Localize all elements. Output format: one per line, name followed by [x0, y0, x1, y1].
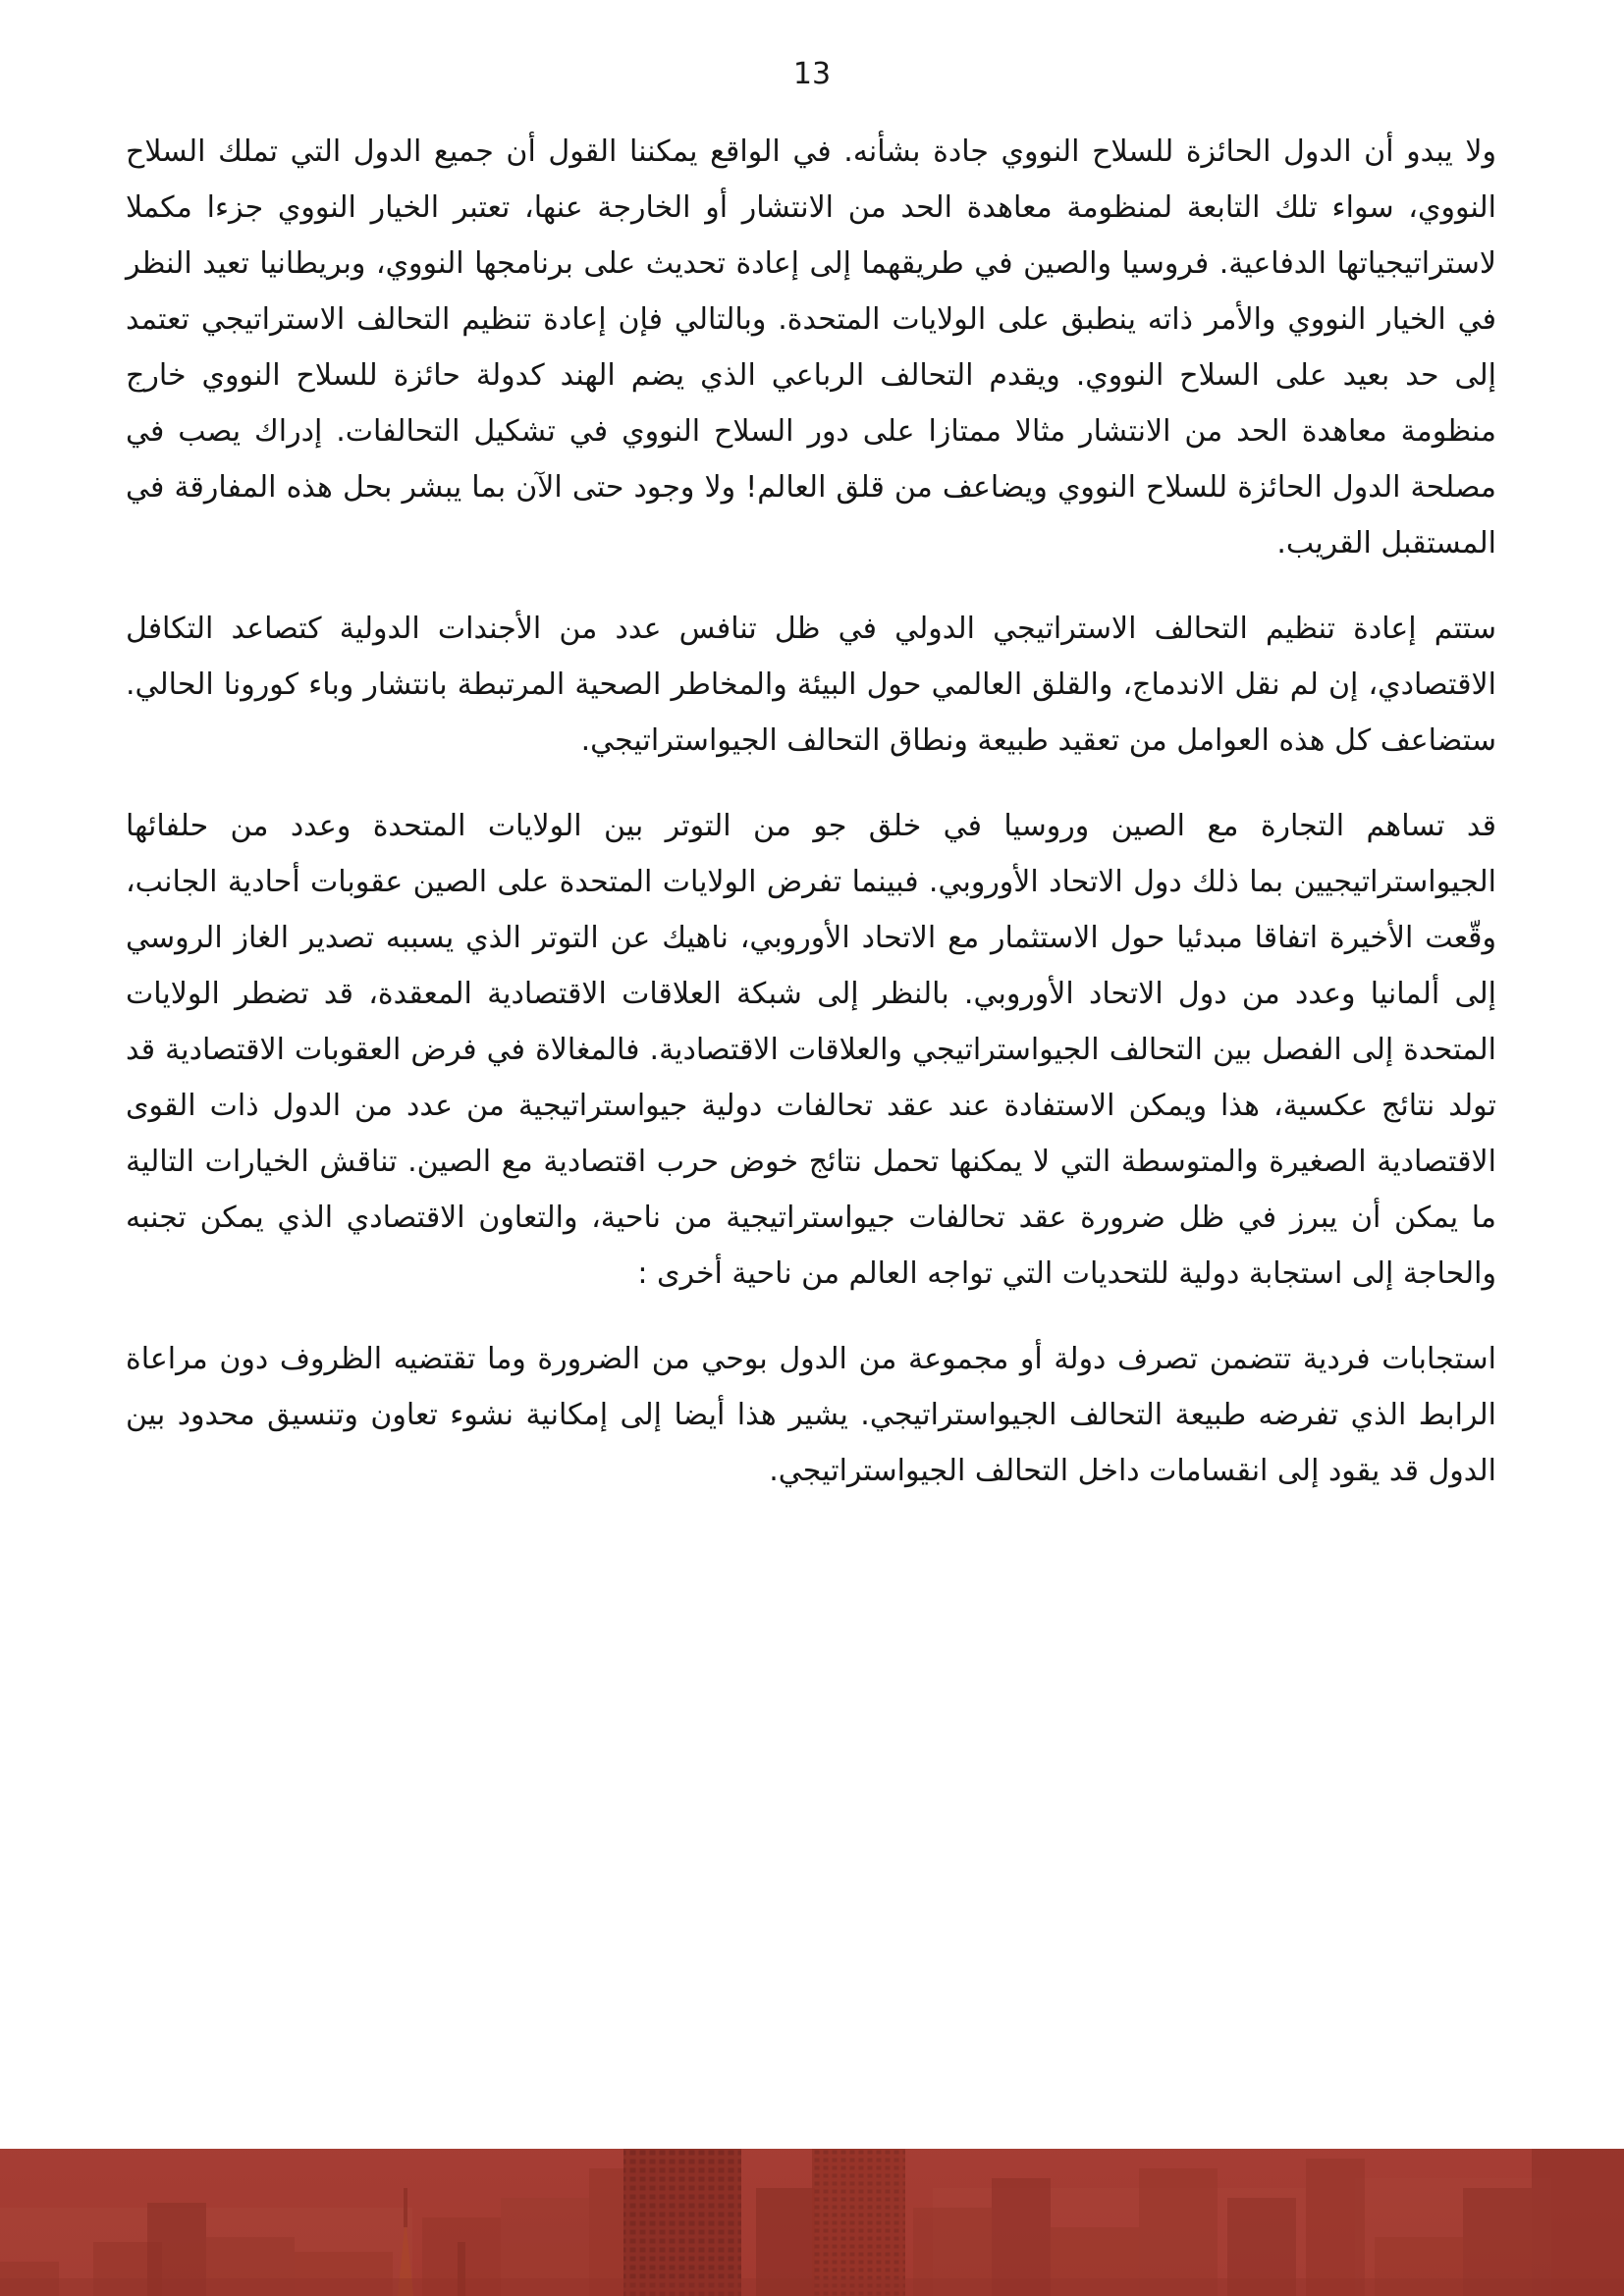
paragraph-trade-tensions: قد تساهم التجارة مع الصين وروسيا في خلق جو من التوتر بين الولايات المتحدة وعدد من حلفائها الجيواستراتيجيين بما ذلك دول الاتحاد الأوروبي. فبينما تفرض الولايات المتحدة على الصين عقوبات أحادية الجانب، وقّعت الأخيرة اتفاقا مبدئيا حول الاستثمار مع الاتحاد الأوروبي، ناهيك عن التوتر الذي يسببه تصدير الغاز الروسي إلى ألمانيا وعدد من دول الاتحاد الأوروبي. بالنظر إلى شبكة العلاقات الاقتصادية المعقدة، قد تضطر الولايات المتحدة إلى الفصل بين التحالف الجيواستراتيجي والعلاقات الاقتصادية. فالمغالاة في فرض العقوبات الاقتصادية قد تولد نتائج عكسية، هذا ويمكن الاستفادة عند عقد تحالفات دولية جيواستراتيجية من عدد من الدول ذات القوى الاقتصادية الصغيرة والمتوسطة التي لا يمكنها تحمل نتائج خوض حرب اقتصادية مع الصين. تناقش الخيارات التالية ما يمكن أن يبرز في ظل ضرورة عقد تحالفات جيواستراتيجية من ناحية، والتعاون الاقتصادي الذي يمكن تجنبه والحاجة إلى استجابة دولية للتحديات التي تواجه العالم من ناحية أخرى : [126, 809, 1496, 1291]
body-text [126, 124, 1496, 1528]
page-number: 13 [792, 57, 832, 91]
paragraph-strategic-realignment: ستتم إعادة تنظيم التحالف الاستراتيجي الدولي في ظل تنافس عدد من الأجندات الدولية كتصاعد التكافل الاقتصادي، إن لم نقل الاندماج، والقلق العالمي حول البيئة والمخاطر الصحية المرتبطة بانتشار وباء كورونا الحالي. ستضاعف كل هذه العوامل من تعقيد طبيعة ونطاق التحالف الجيواستراتيجي. [126, 612, 1496, 758]
footer-cityscape-banner [0, 2149, 1624, 2296]
paragraph-individual-responses: استجابات فردية تتضمن تصرف دولة أو مجموعة من الدول بوحي من الضرورة وما تقتضيه الظروف دون مراعاة الرابط الذي تفرضه طبيعة التحالف الجيواستراتيجي. يشير هذا أيضا إلى إمكانية نشوء تعاون وتنسيق محدود بين الدول قد يقود إلى انقسامات داخل التحالف الجيواستراتيجي. [126, 1342, 1496, 1488]
paragraph-nuclear-states: ولا يبدو أن الدول الحائزة للسلاح النووي جادة بشأنه. في الواقع يمكننا القول أن جميع الدول التي تملك السلاح النووي، سواء تلك التابعة لمنظومة معاهدة الحد من الانتشار أو الخارجة عنها، تعتبر الخيار النووي جزءا مكملا لاستراتيجياتها الدفاعية. فروسيا والصين في طريقهما إلى إعادة تحديث على برنامجها النووي، وبريطانيا تعيد النظر في الخيار النووي والأمر ذاته ينطبق على الولايات المتحدة. وبالتالي فإن إعادة تنظيم التحالف الاستراتيجي تعتمد إلى حد بعيد على السلاح النووي. ويقدم التحالف الرباعي الذي يضم الهند كدولة حائزة للسلاح النووي خارج منظومة معاهدة الحد من الانتشار مثالا ممتازا على دور السلاح النووي في تشكيل التحالفات. إدراك يصب في مصلحة الدول الحائزة للسلاح النووي ويضاعف من قلق العالم! ولا وجود حتى الآن بما يبشر بحل هذه المفارقة في المستقبل القريب. [126, 134, 1496, 561]
city-skyline-graphic [0, 2149, 1624, 2296]
